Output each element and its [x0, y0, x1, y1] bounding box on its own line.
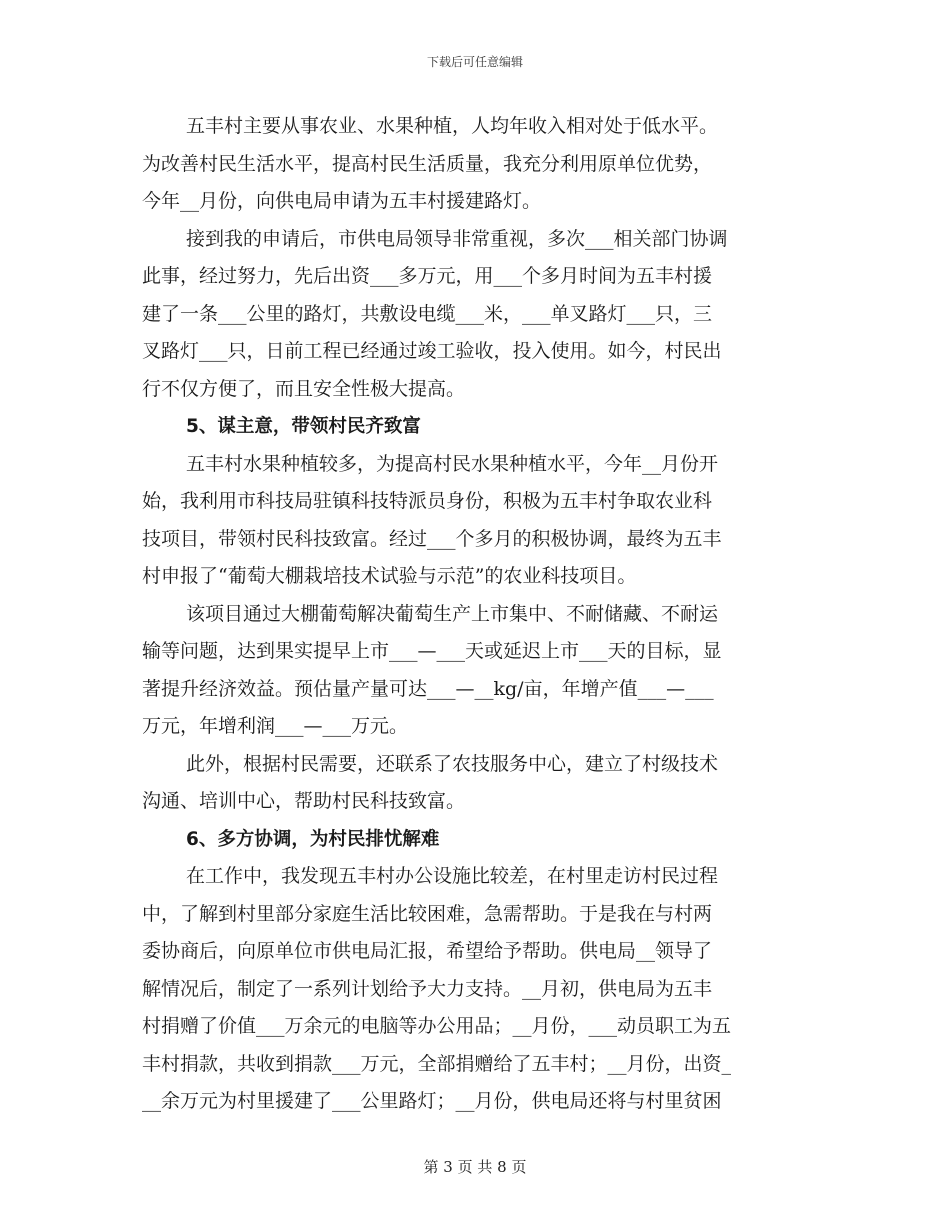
text-line: 村申报了“葡萄大棚栽培技术试验与示范”的农业科技项目。: [142, 565, 637, 587]
text-line: 解情况后，制定了一系列计划给予大力支持。__月初，供电局为五丰: [142, 977, 713, 1000]
text-line: 该项目通过大棚葡萄解决葡萄生产上市集中、不耐储藏、不耐运: [186, 602, 719, 625]
text-line: 此外，根据村民需要，还联系了农技服务中心，建立了村级技术: [186, 752, 719, 775]
page-header: 下载后可任意编辑: [426, 55, 523, 69]
text-line: 始，我利用市科技局驻镇科技特派员身份，积极为五丰村争取农业科: [142, 490, 713, 512]
document-body: [142, 108, 808, 1121]
text-line: 为改善村民生活水平，提高村民生活质量，我充分利用原单位优势，: [142, 152, 713, 175]
text-line: 技项目，带领村民科技致富。经过___个多月的积极协调，最终为五丰: [142, 527, 722, 550]
text-line: 叉路灯___只，日前工程已经通过竣工验收，投入使用。如今，村民出: [142, 340, 722, 362]
page-footer: 第 3 页 共 8 页: [423, 1158, 527, 1176]
section-heading: 5、谋主意，带领村民齐致富: [186, 416, 421, 437]
text-line: 五丰村主要从事农业、水果种植，人均年收入相对处于低水平。: [186, 115, 719, 137]
text-line: 委协商后，向原单位市供电局汇报，希望给予帮助。供电局__领导了: [142, 940, 713, 962]
text-line: 输等问题，达到果实提早上市___—___天或延迟上市___天的目标，显: [142, 640, 722, 662]
text-line: 行不仅方便了，而且安全性极大提高。: [142, 377, 466, 400]
text-line: 五丰村水果种植较多，为提高村民水果种植水平，今年__月份开: [186, 452, 719, 475]
text-line: __余万元为村里援建了___公里路灯；__月份，供电局还将与村里贫困: [142, 1090, 722, 1112]
text-line: 此事，经过努力，先后出资___多万元，用___个多月时间为五丰村援: [142, 265, 713, 287]
text-line: 在工作中，我发现五丰村办公设施比较差，在村里走访村民过程: [186, 865, 719, 887]
text-line: 丰村捐款，共收到捐款___万元，全部捐赠给了五丰村；__月份，出资_: [142, 1052, 732, 1075]
text-line: 今年__月份，向供电局申请为五丰村援建路灯。: [142, 190, 542, 212]
text-line: 沟通、培训中心，帮助村民科技致富。: [142, 790, 466, 812]
text-line: 接到我的申请后，市供电局领导非常重视，多次___相关部门协调: [186, 227, 728, 250]
text-line: 建了一条___公里的路灯，共敷设电缆___米，___单叉路灯___只，三: [142, 302, 713, 325]
section-heading: 6、多方协调，为村民排忧解难: [186, 828, 440, 850]
text-line: 中，了解到村里部分家庭生活比较困难，急需帮助。于是我在与村两: [142, 902, 713, 925]
text-line: 万元，年增利润___—___万元。: [142, 715, 409, 737]
text-line: 著提升经济效益。预估量产量可达___—__kg/亩，年增产值___—___: [142, 677, 714, 700]
text-line: 村捐赠了价值___万余元的电脑等办公用品；__月份，___动员职工为五: [142, 1015, 732, 1037]
